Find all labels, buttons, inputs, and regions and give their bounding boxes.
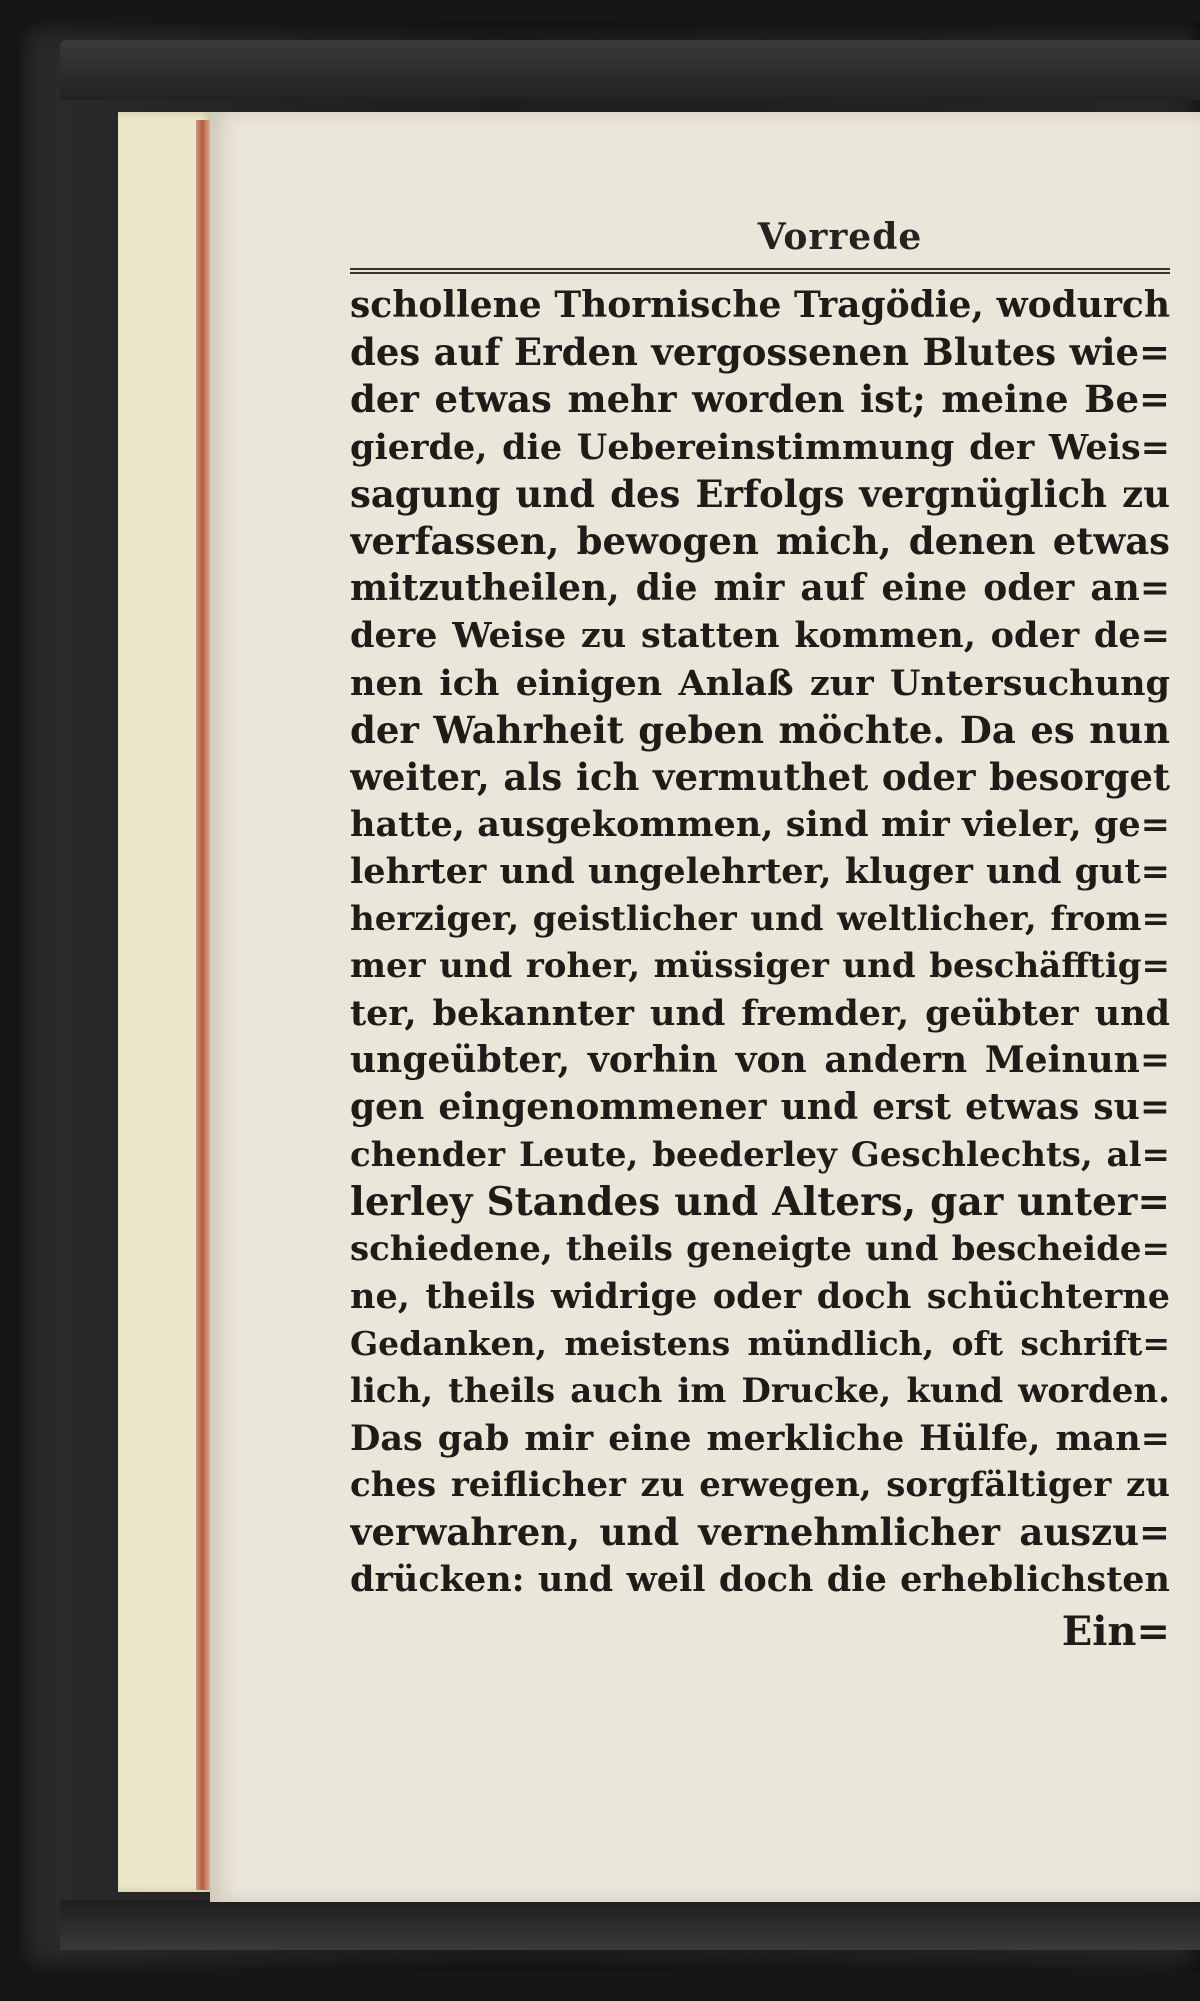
text-line: ne, theils widrige oder doch schüchterne (350, 1276, 1170, 1318)
body-text (350, 282, 1170, 1604)
text-line: schiedene, theils geneigte und bescheide= (350, 1229, 1170, 1270)
text-line: chender Leute, beederley Geschlechts, al= (350, 1134, 1170, 1175)
text-line: lerley Standes und Alters, gar unter= (350, 1178, 1170, 1225)
binding-top-edge (60, 40, 1200, 100)
text-line: lich, theils auch im Drucke, kund worden. (350, 1370, 1170, 1411)
page-content (350, 212, 1170, 1655)
text-line: lehrter und ungelehrter, kluger und gut= (350, 851, 1170, 893)
text-line: der Wahrheit geben möchte. Da es nun (350, 707, 1170, 752)
text-line: drücken: und weil doch die erheblichsten (350, 1559, 1170, 1601)
text-line: der etwas mehr worden ist; meine Be= (350, 377, 1170, 422)
catchword: Ein= (1061, 1607, 1170, 1655)
header-rule (350, 268, 1170, 272)
text-line: Gedanken, meistens mündlich, oft schrift= (350, 1324, 1170, 1364)
text-line: weiter, als ich vermuthet oder besorget (350, 755, 1170, 800)
running-header: Vorrede (757, 216, 923, 258)
binding-bottom-edge (60, 1900, 1200, 1950)
text-line: herziger, geistlicher und weltlicher, from= (350, 898, 1170, 939)
text-line: dere Weise zu statten kommen, oder de= (350, 615, 1170, 657)
text-line: schollene Thornische Tragödie, wodurch (350, 284, 1170, 326)
text-line: ter, bekannter und fremder, geübter und (350, 993, 1170, 1035)
text-line: sagung und des Erfolgs vergnüglich zu (350, 471, 1170, 516)
text-line: ungeübter, vorhin von andern Meinun= (350, 1039, 1170, 1082)
text-line: gen eingenommener und erst etwas su= (350, 1086, 1170, 1129)
text-line: mitzutheilen, die mir auf eine oder an= (350, 567, 1170, 610)
text-line: mer und roher, müssiger und beschäfftig= (350, 945, 1170, 986)
text-line: gierde, die Uebereinstimmung der Weis= (350, 426, 1170, 468)
text-line: verfassen, bewogen mich, denen etwas (350, 519, 1170, 564)
red-page-edge (196, 120, 210, 1890)
text-line: Das gab mir eine merkliche Hülfe, man= (350, 1417, 1170, 1459)
text-line: verwahren, und vernehmlicher auszu= (350, 1510, 1170, 1555)
text-line: hatte, ausgekommen, sind mir vieler, ge= (350, 804, 1170, 846)
text-line: nen ich einigen Anlaß zur Untersuchung (350, 662, 1170, 704)
text-line: ches reiflicher zu erwegen, sorgfältiger zu (350, 1465, 1170, 1506)
book-page (210, 112, 1200, 1902)
text-line: des auf Erden vergossenen Blutes wie= (350, 330, 1170, 375)
